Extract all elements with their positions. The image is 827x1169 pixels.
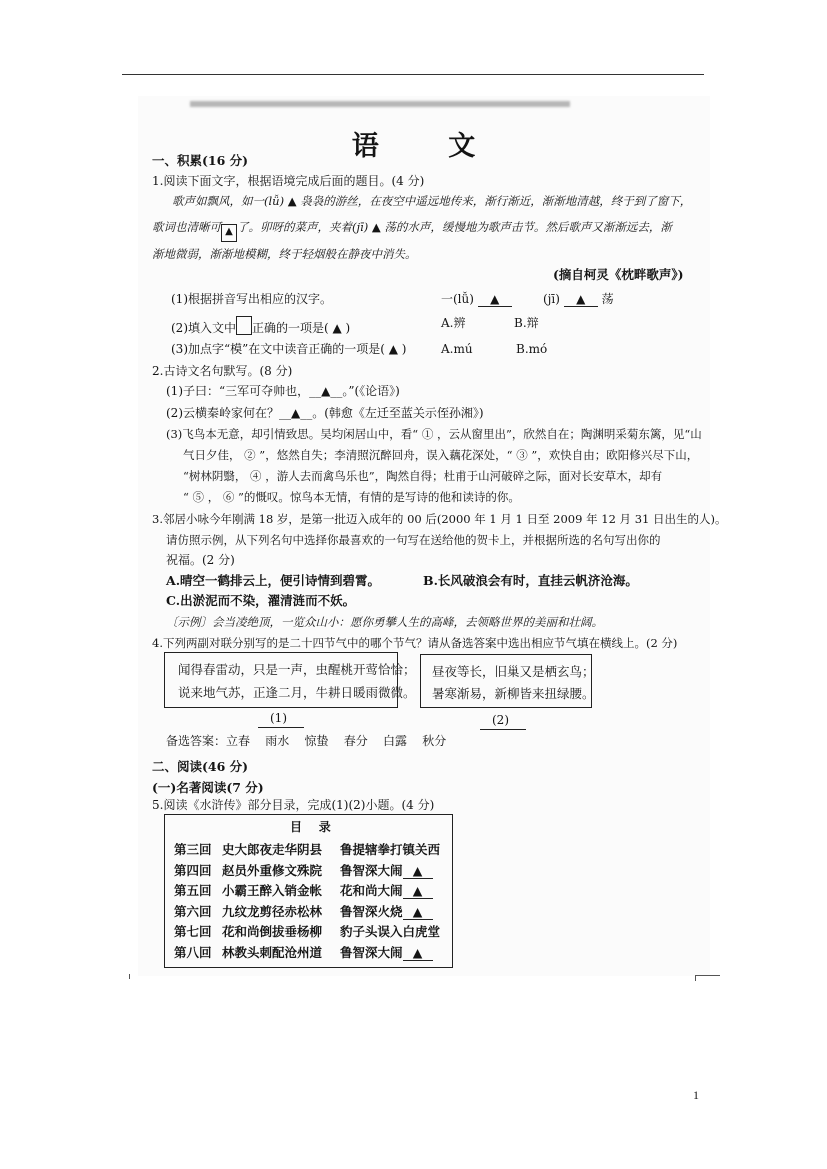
q1-sub3-opt-a: A.mú: [441, 342, 473, 356]
q1-stem: 1.阅读下面文字，根据语境完成后面的题目。(4 分): [152, 174, 425, 188]
section-1-header: 一、积累(16 分): [152, 153, 249, 168]
toc-row: [174, 943, 433, 961]
toc-row: [174, 902, 433, 920]
toc-title-a: 花和尚倒拔垂杨柳: [222, 924, 323, 939]
toc-title-a: 九纹龙剪径赤松林: [222, 903, 323, 919]
q1-passage-line2-a: 歌词也清晰可: [152, 220, 221, 234]
q4-blank-2: [480, 729, 526, 730]
q4-blank-1: [258, 727, 304, 728]
q3-line2: 请仿照示例，从下列名句中选择你最喜欢的一句写在送给他的贺卡上，并根据所选的名句写出你的: [166, 533, 661, 547]
q1-sub1-b-blank: ▲: [564, 292, 598, 307]
q1-sub2-box: [236, 316, 252, 335]
q3-option-c: C.出淤泥而不染，濯清涟而不妖。: [166, 593, 356, 608]
q1-sub2-opt-a: A.辨: [441, 316, 466, 330]
toc-title-b: 鲁智深大闹: [340, 944, 403, 960]
blurred-header-text: [190, 101, 570, 107]
q2-sub3-line2: 气日夕佳， ② ”，悠然自失；李清照沉醉回舟，误入藕花深处，“ ③ ”，欢快自由；欧阳修兴尽下山，: [183, 448, 699, 462]
q2-sub1: (1)子曰：“三军可夺帅也，__▲__。”(《论语》): [166, 384, 400, 398]
q3-option-a: A.晴空一鹤排云上，便引诗情到碧霄。: [166, 573, 381, 588]
toc-title-b: 鲁智深火烧: [340, 903, 403, 919]
section-2-sub: (一)名著阅读(7 分): [152, 780, 264, 795]
q1-source: (摘自柯灵《枕畔歌声》): [553, 267, 684, 282]
q4-label-1: (1): [270, 711, 287, 725]
toc-row: [174, 881, 433, 899]
couplet-2-line1: 昼夜等长，旧巢又是栖玄鸟；: [432, 664, 595, 679]
toc-blank: ▲: [403, 945, 433, 961]
q1-sub1-b: [543, 292, 614, 307]
toc-title-b: 鲁智深大闹: [340, 862, 403, 878]
toc-chapter-no: 第五回: [174, 883, 212, 898]
q3-option-b: B.长风破浪会有时，直挂云帆济沧海。: [423, 573, 638, 588]
toc-row: [174, 861, 433, 879]
q1-passage-line3: 渐地微弱，渐渐地模糊，终于轻烟般在静夜中消失。: [152, 247, 417, 261]
toc-blank: ▲: [403, 883, 433, 899]
toc-blank: ▲: [403, 904, 433, 920]
q3-line1: 3.邻居小咏今年刚满 18 岁，是第一批迈入成年的 00 后(2000 年 1 月 1 日至 2009 年 12 月 31 日出生的人)。: [152, 512, 727, 526]
header-rule: [122, 74, 704, 75]
q1-sub3-opt-b: B.mó: [516, 342, 548, 356]
q4-answer-choices: 备选答案：立春 雨水 惊蛰 春分 白露 秋分: [166, 734, 447, 748]
couplet-1-line2: 说来地气苏，正逢二月，牛耕日暖雨微微。: [178, 685, 416, 700]
toc-chapter-no: 第四回: [174, 862, 212, 878]
q3-line3: 祝福。(2 分): [166, 553, 235, 567]
toc-title-a: 林教头刺配沧州道: [222, 944, 323, 960]
q4-label-2: (2): [492, 713, 509, 727]
q2-sub3-line4: “ ⑤ ， ⑥ ”的慨叹。惊鸟本无情，有情的是写诗的他和读诗的你。: [183, 490, 520, 504]
toc-title-b: 鲁提辖拳打镇关西: [340, 842, 441, 857]
toc-blank: ▲: [403, 863, 433, 879]
q2-sub3-line3: “树林阴翳， ④ ，游人去而禽鸟乐也”，陶然自得；杜甫于山河破碎之际，面对长安草木，却有: [183, 469, 663, 483]
toc-row: [174, 922, 440, 940]
q5-stem: 5.阅读《水浒传》部分目录，完成(1)(2)小题。(4 分): [152, 798, 435, 812]
q4-stem: 4.下列两副对联分别写的是二十四节气中的哪个节气？请从备选答案中选出相应节气填在横线上。(2 分): [152, 636, 678, 650]
q1-sub1-a-label: 一(lǚ): [441, 292, 474, 306]
q1-passage-line1: 歌声如飘风，如一(lǚ) ▲ 袅袅的游丝，在夜空中遥远地传来，渐行渐近，渐渐地清越，终于到了窗下，: [172, 194, 692, 208]
toc-title-a: 史大郎夜走华阴县: [222, 842, 323, 857]
q1-passage-line2-b: 了。卯呀的菜声，夹着(jī) ▲ 荡的水声，缓慢地为歌声击节。然后歌声又渐渐远去，渐: [237, 220, 672, 234]
q1-sub3: (3)加点字“模”在文中读音正确的一项是( ▲ ): [171, 342, 407, 356]
toc-chapter-no: 第三回: [174, 842, 212, 857]
crop-mark-left: [124, 974, 130, 979]
q1-passage-line2: [152, 220, 672, 242]
couplet-2-line2: 暑寒渐易，新柳皆来扭绿腰。: [432, 686, 595, 701]
page-number: 1: [693, 1088, 699, 1102]
q1-sub2: [171, 316, 350, 335]
q2-stem: 2.古诗文名句默写。(8 分): [152, 364, 293, 378]
q1-sub1: (1)根据拼音写出相应的汉字。: [171, 292, 332, 306]
q2-sub3-line1: (3)飞鸟本无意，却引情致思。吴均闲居山中，看“ ① ，云从窗里出”，欣然自在；陶渊明采菊东篱，见“山: [166, 427, 702, 441]
q1-sub2-opt-b: B.辩: [514, 316, 539, 330]
toc-title-b: 花和尚大闹: [340, 883, 403, 898]
q1-sub1-a: [441, 292, 512, 307]
toc-title-b: 豹子头误入白虎堂: [340, 924, 441, 939]
toc-chapter-no: 第七回: [174, 924, 212, 939]
toc-title-a: 赵员外重修文殊院: [222, 862, 323, 878]
q1-sub1-a-blank: ▲: [478, 292, 512, 307]
toc-title: 目 录: [290, 820, 331, 834]
toc-title-a: 小霸王醉入销金帐: [222, 883, 323, 898]
q3-example: 〔示例〕会当凌绝顶，一览众山小：愿你勇攀人生的高峰，去领略世界的美丽和壮阔。: [166, 615, 603, 629]
q1-sub2-a: (2)填入文中: [171, 321, 236, 335]
toc-row: [174, 840, 440, 858]
q1-sub1-b-tail: 荡: [601, 292, 614, 306]
q2-sub2: (2)云横秦岭家何在？__▲__。(韩愈《左迁至蓝关示侄孙湘》): [166, 406, 484, 420]
q1-sub1-b-label: (jī): [543, 292, 560, 306]
page-title: 语 文: [351, 131, 506, 162]
q1-answer-box: ▲: [221, 224, 237, 242]
q1-sub2-b: 正确的一项是( ▲ ): [252, 321, 351, 335]
couplet-1-line1: 闻得春雷动，只是一声，虫醒桃开莺恰恰；: [178, 662, 416, 677]
crop-mark-right: [695, 975, 720, 981]
section-2-header: 二、阅读(46 分): [152, 759, 249, 774]
toc-chapter-no: 第六回: [174, 903, 212, 919]
toc-chapter-no: 第八回: [174, 944, 212, 960]
